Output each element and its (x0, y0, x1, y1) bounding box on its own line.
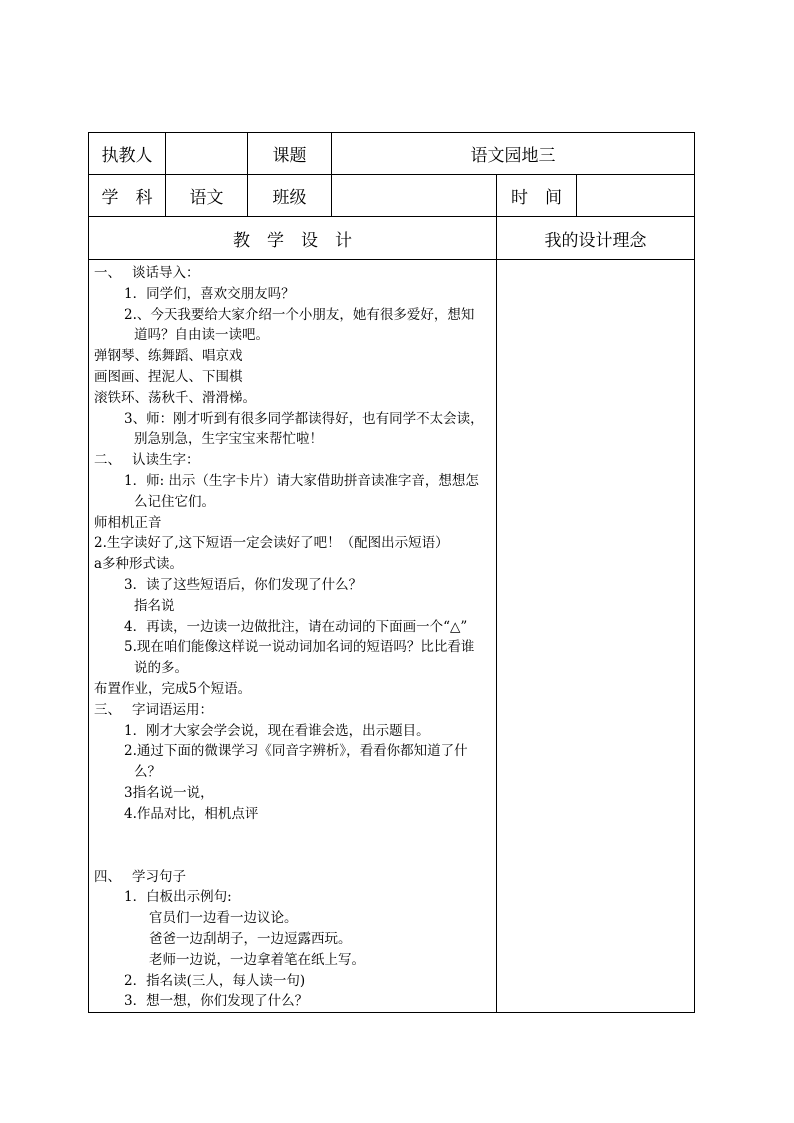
content-line: 2.生字读好了,这下短语一定会读好了吧！（配图出示短语） (94, 535, 449, 552)
content-line: 别急别急，生字宝宝来帮忙啦！ (134, 431, 323, 448)
content-line: 布置作业，完成5个短语。 (94, 680, 252, 697)
content-line: 爸爸一边刮胡子，一边逗露西玩。 (149, 930, 352, 947)
content-line: 3、师：刚才听到有很多同学都读得好，也有同学不太会读， (124, 410, 484, 427)
content-line: 1．白板出示例句: (124, 889, 232, 906)
content-line: 弹钢琴、练舞蹈、唱京戏 (94, 348, 243, 365)
topic-value: 语文园地三 (332, 133, 695, 175)
time-value (577, 175, 695, 217)
content-line: 3指名说一说， (124, 784, 214, 801)
content-line: 4．再读，一边读一边做批注，请在动词的下面画一个“△” (124, 618, 468, 635)
content-line: 官员们一边看一边议论。 (149, 910, 298, 927)
content-line: 说的多。 (134, 660, 188, 677)
section-title: 二、 认读生字： (94, 452, 200, 469)
lesson-plan-table (88, 132, 695, 1013)
row-teacher-topic (89, 133, 695, 175)
subject-value: 语文 (166, 175, 248, 217)
content-line: 画图画、捏泥人、下围棋 (94, 368, 243, 385)
content-line: 4.作品对比，相机点评 (124, 805, 259, 822)
content-line: 1．师: 出示（生字卡片）请大家借助拼音读准字音，想想怎 (124, 472, 479, 489)
content-line: a多种形式读。 (94, 556, 184, 573)
content-line: 指名说 (134, 597, 175, 614)
content-line: 道吗？自由读一读吧。 (134, 327, 269, 344)
design-content (89, 260, 496, 1012)
class-value (332, 175, 497, 217)
content-line: 老师一边说，一边拿着笔在纸上写。 (149, 951, 365, 968)
content-line: 2.、今天我要给大家介绍一个小朋友，她有很多爱好，想知 (124, 306, 475, 323)
content-line: 5.现在咱们能像这样说一说动词加名词的短语吗？比比看谁 (124, 639, 475, 656)
content-line: 1．同学们，喜欢交朋友吗？ (124, 285, 295, 302)
concept-content-cell (497, 260, 695, 1013)
section-title: 一、 谈话导入： (94, 265, 200, 281)
section-title: 三、 字词语运用： (94, 701, 214, 718)
content-line: 2.通过下面的微课学习《同音字辨析》，看看你都知道了什 (124, 743, 468, 760)
concept-heading: 我的设计理念 (497, 217, 695, 260)
content-line: 2．指名读(三人，每人读一句) (124, 972, 306, 989)
row-subject-class-time (89, 175, 695, 217)
content-line: 3．读了这些短语后，你们发现了什么？ (124, 576, 363, 593)
time-label: 时 间 (497, 175, 577, 217)
subject-label: 学 科 (89, 175, 166, 217)
design-heading: 教 学 设 计 (89, 217, 497, 260)
content-line: 师相机正音 (94, 514, 162, 531)
design-content-cell (89, 260, 497, 1013)
content-line: 滚铁环、荡秋千、滑滑梯。 (94, 389, 256, 406)
section-title: 四、 学习句子 (94, 868, 187, 885)
row-body (89, 260, 695, 1013)
content-line: 么？ (134, 764, 161, 781)
content-line: 么记住它们。 (134, 493, 215, 510)
spacer (94, 825, 492, 867)
teacher-value (166, 133, 248, 175)
content-line: 1．刚才大家会学会说，现在看谁会选，出示题目。 (124, 722, 430, 739)
topic-label: 课题 (248, 133, 332, 175)
teacher-label: 执教人 (89, 133, 166, 175)
content-line: 3．想一想，你们发现了什么？ (124, 993, 309, 1010)
row-headings (89, 217, 695, 260)
class-label: 班级 (248, 175, 332, 217)
